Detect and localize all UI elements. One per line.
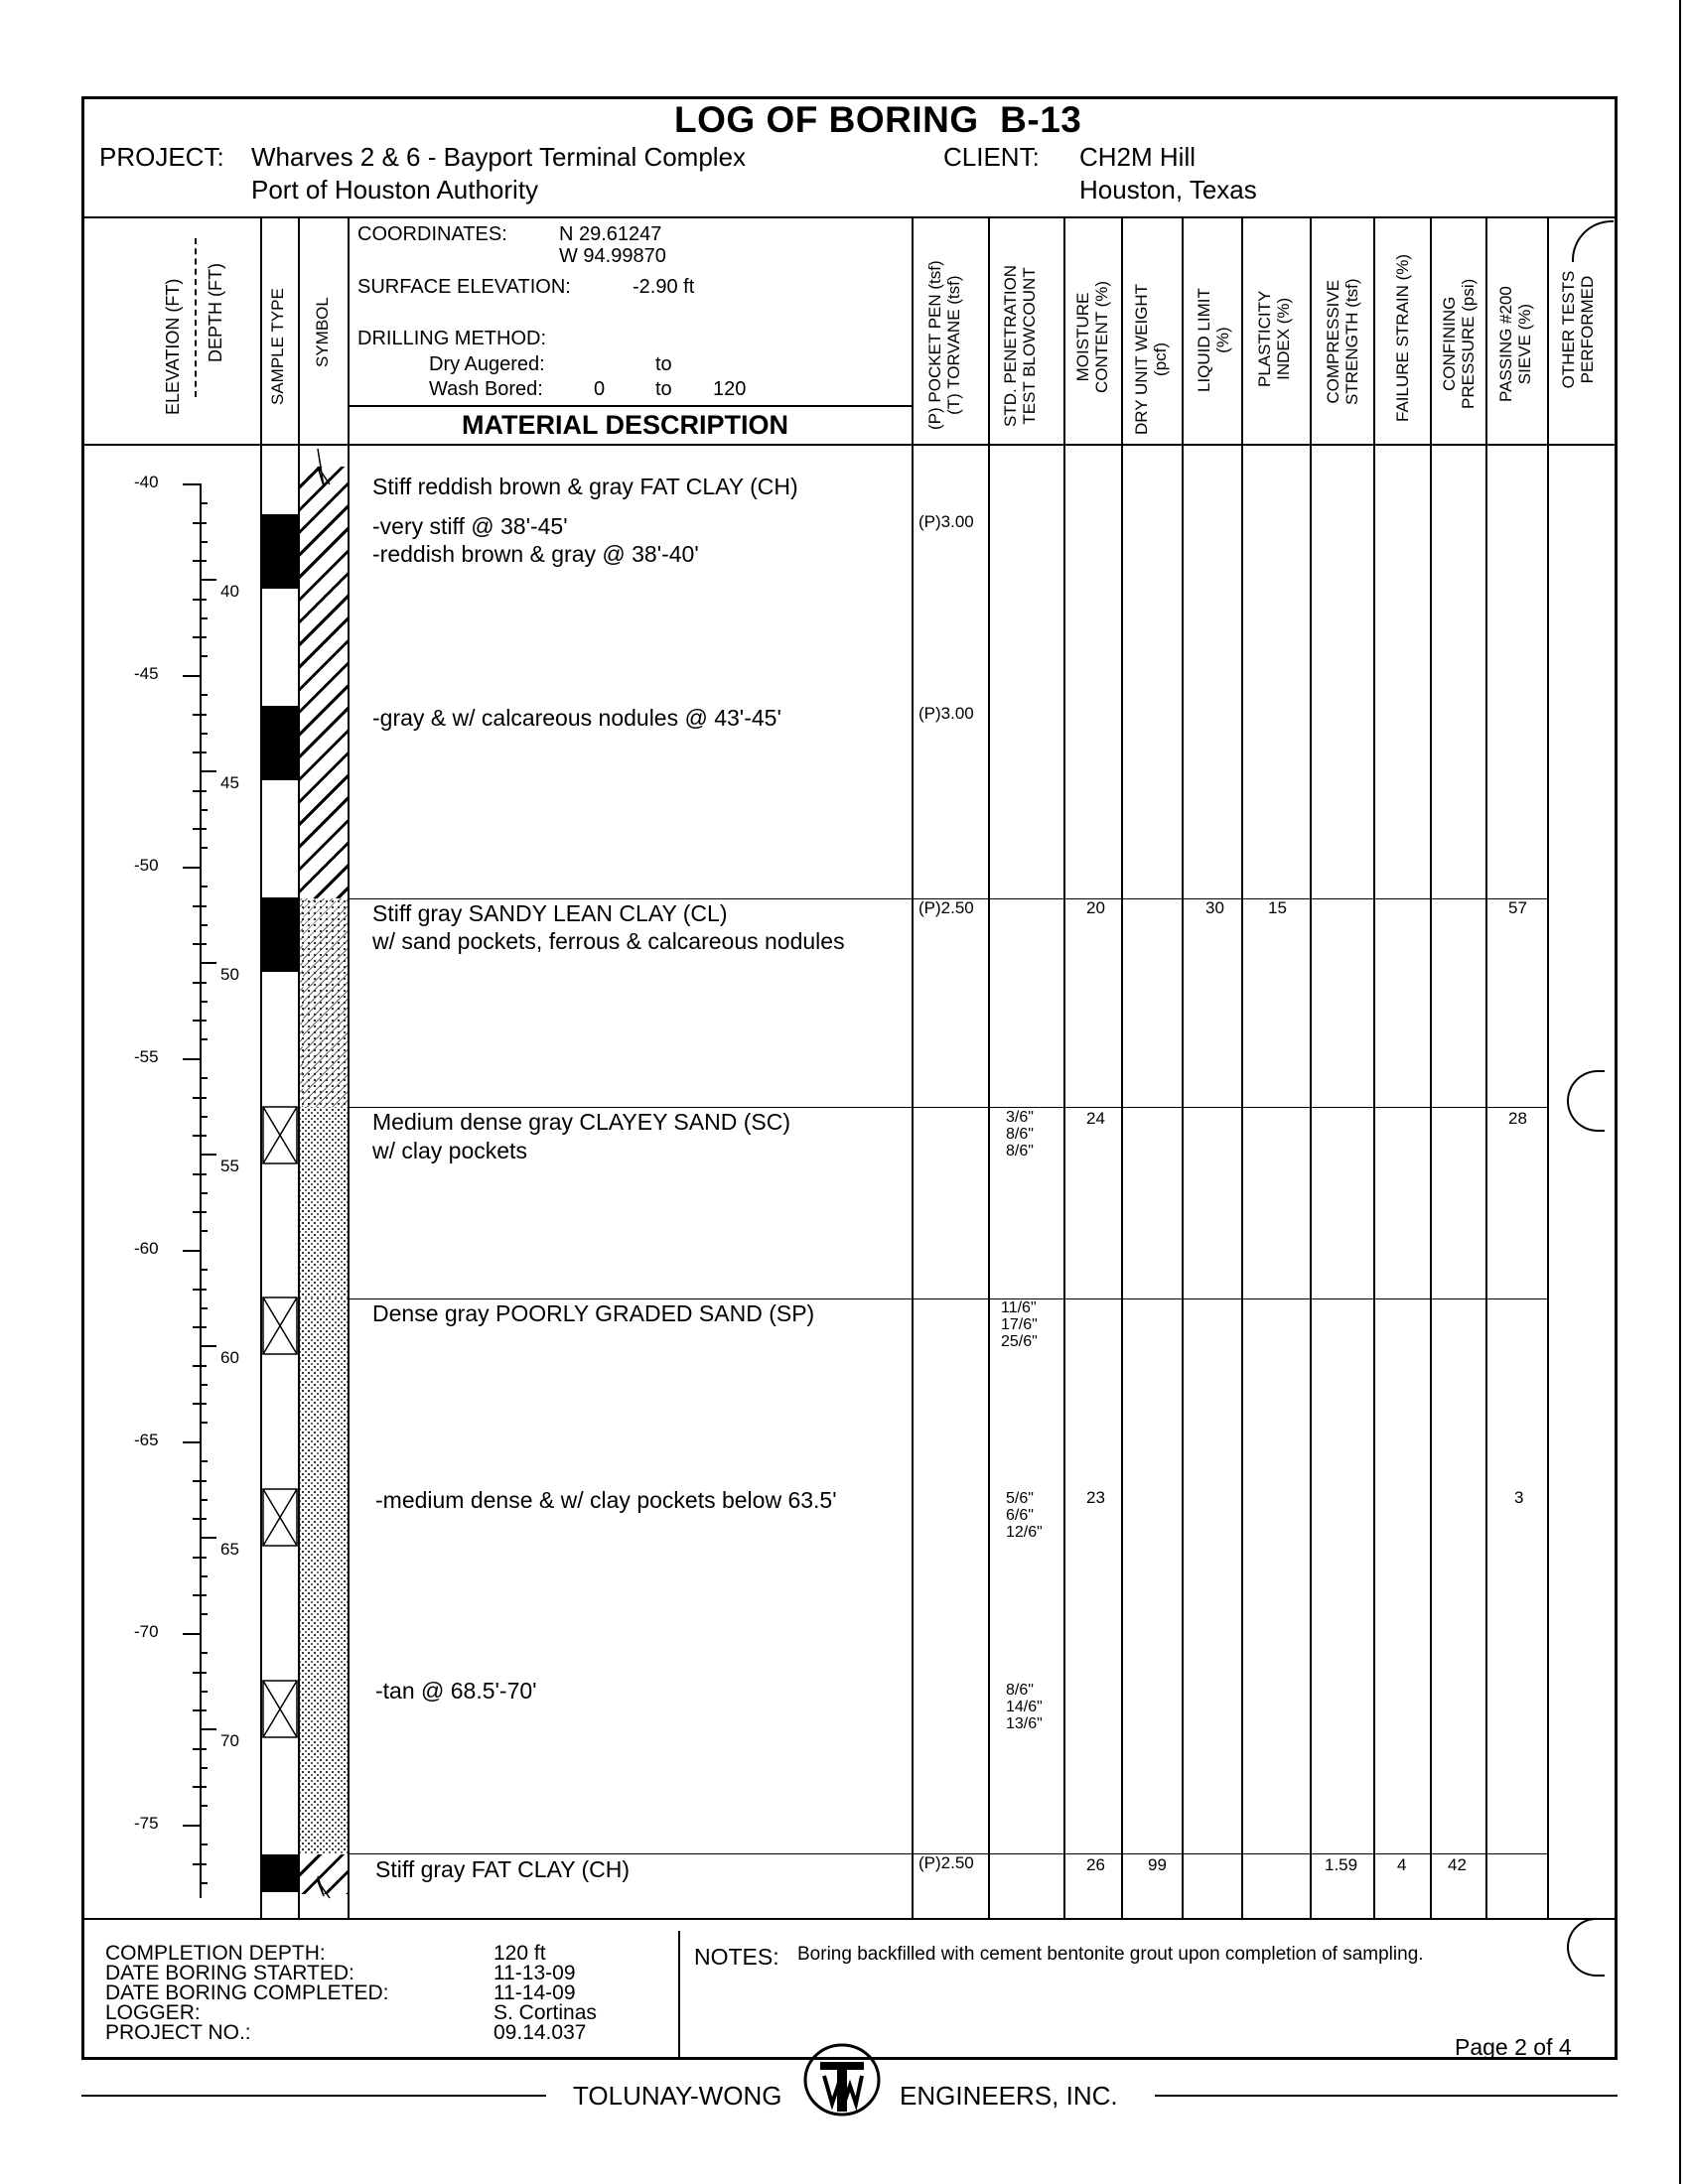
coordinates-label: COORDINATES: [357, 223, 507, 245]
plasticity-value: 15 [1268, 898, 1287, 917]
spt-sample-marks [260, 0, 300, 1985]
depth-tick [200, 1691, 208, 1693]
depth-tick [193, 943, 207, 945]
depth-tick [183, 1633, 200, 1635]
depth-tick [200, 1460, 208, 1462]
compressive-header: COMPRESSIVE STRENGTH (tsf) [1324, 278, 1361, 405]
depth-tick [200, 1575, 208, 1577]
depth-tick [193, 1594, 207, 1596]
header-divider [81, 216, 1618, 218]
description: -gray & w/ calcareous nodules @ 43'-45' [372, 705, 781, 731]
description: Stiff reddish brown & gray FAT CLAY (CH) [372, 474, 798, 499]
depth-label: 40 [220, 582, 239, 601]
col-line-cp [1430, 216, 1432, 1920]
depth-tick [200, 502, 208, 504]
dry-augered-to: to [655, 353, 672, 375]
elev-label: -65 [134, 1431, 159, 1449]
pocket-pen-value: (P)3.00 [918, 704, 974, 723]
columns-divider [81, 444, 1618, 446]
page-number: Page 2 of 4 [1455, 2034, 1572, 2060]
depth-label: 50 [220, 965, 239, 984]
depth-tick [193, 1403, 207, 1405]
client-line-2: Houston, Texas [1079, 175, 1257, 205]
depth-tick [193, 1097, 207, 1099]
pocket-pen-header: (P) POCKET PEN (tsf) (T) TORVANE (tsf) [925, 260, 963, 430]
coordinates-lat: N 29.61247 [559, 223, 662, 245]
depth-tick [200, 1269, 208, 1271]
moisture-value: 24 [1086, 1109, 1105, 1128]
depth-tick [193, 714, 207, 716]
project-line-2: Port of Houston Authority [251, 175, 539, 205]
depth-tick [200, 1422, 208, 1424]
depth-tick [193, 1020, 207, 1022]
liquid-limit-header: LIQUID LIMIT (%) [1195, 288, 1232, 392]
col-line-spt [988, 216, 990, 1920]
moisture-value: 23 [1086, 1488, 1105, 1507]
log-title: LOG OF BORING B-13 [674, 99, 1082, 140]
depth-tick [193, 599, 207, 601]
moisture-header: MOISTURE CONTENT (%) [1073, 280, 1111, 393]
depth-tick [193, 522, 207, 524]
project-label: PROJECT: [99, 142, 224, 172]
depth-tick [193, 1211, 207, 1213]
depth-tick [200, 1882, 208, 1884]
notes-text: Boring backfilled with cement bentonite grout upon completion of sampling. [797, 1944, 1424, 1965]
page-edge-line [1679, 0, 1681, 2184]
depth-tick [200, 1307, 208, 1309]
col-line-mc [1063, 216, 1065, 1920]
depth-tick [193, 1863, 207, 1865]
description: Dense gray POORLY GRADED SAND (SP) [372, 1300, 815, 1326]
sample-type-header: SAMPLE TYPE [268, 288, 287, 405]
depth-tick [200, 1038, 208, 1040]
depth-tick [200, 1805, 208, 1807]
depth-tick [200, 655, 208, 657]
depth-tick [193, 1786, 207, 1788]
depth-header: DEPTH (FT) [206, 263, 225, 362]
depth-tick [200, 1345, 216, 1347]
depth-tick [193, 905, 207, 907]
depth-tick [193, 828, 207, 830]
depth-tick [193, 1557, 207, 1559]
spt-blowcount: 11/6" 17/6" 25/6" [1001, 1299, 1038, 1350]
elev-label: -75 [134, 1814, 159, 1833]
depth-tick [183, 1058, 200, 1060]
depth-tick [193, 560, 207, 562]
passing-200-value: 3 [1514, 1488, 1524, 1507]
elev-label: -60 [134, 1239, 159, 1258]
surface-elevation-label: SURFACE ELEVATION: [357, 276, 571, 298]
material-description-header: MATERIAL DESCRIPTION [462, 410, 789, 440]
depth-tick [200, 1116, 208, 1118]
pocket-pen-value: (P)2.50 [918, 1853, 974, 1872]
depth-tick [200, 1230, 208, 1232]
description: -tan @ 68.5'-70' [375, 1678, 537, 1704]
description: -very stiff @ 38'-45' [372, 513, 568, 539]
depth-label: 60 [220, 1348, 239, 1367]
depth-tick [193, 1709, 207, 1711]
company-name-left: TOLUNAY-WONG [573, 2081, 782, 2111]
depth-tick [193, 1326, 207, 1328]
description: Medium dense gray CLAYEY SAND (SC) [372, 1109, 790, 1135]
coordinates-lon: W 94.99870 [559, 245, 666, 267]
elev-label: -70 [134, 1622, 159, 1641]
depth-label: 45 [220, 773, 239, 792]
spt-blowcount: 5/6" 6/6" 12/6" [1006, 1490, 1043, 1541]
elevation-depth-dash [195, 238, 197, 397]
symbol-header: SYMBOL [313, 297, 332, 367]
notes-divider [678, 1931, 680, 2060]
col-line-p200 [1485, 216, 1487, 1920]
footer-labels: COMPLETION DEPTH: DATE BORING STARTED: DATE BORING COMPLETED: LOGGER: PROJECT NO.: [105, 1942, 389, 2044]
depth-tick [200, 733, 208, 735]
wash-bored-label: Wash Bored: [429, 378, 543, 400]
spt-blowcount: 3/6" 8/6" 8/6" [1006, 1109, 1034, 1160]
stratum-boundary [348, 1107, 1547, 1108]
col-line-dry [1121, 216, 1123, 1920]
depth-label: 70 [220, 1731, 239, 1750]
depth-tick [200, 1652, 208, 1654]
break-marks [298, 447, 350, 1906]
passing-header: PASSING #200 SIEVE (%) [1496, 286, 1534, 402]
failure-strain-header: FAILURE STRAIN (%) [1393, 253, 1412, 422]
depth-tick [200, 770, 216, 772]
plasticity-header: PLASTICITY INDEX (%) [1255, 290, 1293, 387]
col-line-pp [912, 216, 914, 1920]
depth-tick [200, 924, 208, 926]
depth-tick [200, 1192, 208, 1194]
moisture-value: 20 [1086, 898, 1105, 917]
moisture-value: 26 [1086, 1855, 1105, 1874]
elev-label: -50 [134, 856, 159, 875]
depth-tick [183, 483, 200, 485]
wash-bored-from: 0 [594, 378, 606, 400]
notes-label: NOTES: [694, 1944, 779, 1970]
dry-augered-label: Dry Augered: [429, 353, 545, 375]
description: Stiff gray FAT CLAY (CH) [375, 1856, 631, 1882]
drilling-method-label: DRILLING METHOD: [357, 328, 547, 349]
depth-tick [200, 541, 208, 543]
depth-tick [193, 1289, 207, 1291]
depth-tick [183, 1441, 200, 1443]
depth-tick [183, 1825, 200, 1827]
surface-elevation-value: -2.90 ft [633, 276, 695, 298]
client-line-1: CH2M Hill [1079, 142, 1196, 172]
depth-tick [193, 1173, 207, 1175]
wash-bored-end: 120 [713, 378, 747, 400]
depth-tick [183, 867, 200, 869]
pocket-pen-value: (P)2.50 [918, 898, 974, 917]
depth-tick [183, 1250, 200, 1252]
stratum-boundary [348, 1298, 1547, 1299]
company-logo [802, 2042, 882, 2119]
company-line-right [1155, 2095, 1618, 2097]
project-line-1: Wharves 2 & 6 - Bayport Terminal Complex [251, 142, 747, 172]
depth-tick [200, 1613, 208, 1615]
passing-200-value: 57 [1508, 898, 1527, 917]
depth-tick [193, 1135, 207, 1137]
elev-label: -55 [134, 1047, 159, 1066]
depth-tick [200, 1384, 208, 1386]
col-line-other [1547, 216, 1549, 1920]
spt-blowcount: 8/6" 14/6" 13/6" [1006, 1682, 1043, 1732]
passing-200-value: 28 [1508, 1109, 1527, 1128]
depth-tick [200, 886, 208, 887]
col-line-fs [1373, 216, 1375, 1920]
depth-tick [200, 1154, 216, 1156]
depth-tick [200, 1499, 208, 1501]
depth-tick [200, 1537, 216, 1539]
description: Stiff gray SANDY LEAN CLAY (CL) [372, 900, 728, 926]
elev-label: -45 [134, 664, 159, 683]
liquid-limit-value: 30 [1205, 898, 1224, 917]
depth-tick [200, 617, 208, 619]
other-tests-header: OTHER TESTS PERFORMED [1559, 270, 1597, 389]
dry-unit-value: 99 [1148, 1855, 1167, 1874]
depth-tick [200, 962, 216, 964]
company-name-right: ENGINEERS, INC. [900, 2081, 1118, 2111]
depth-tick [193, 636, 207, 638]
pocket-pen-value: (P)3.00 [918, 512, 974, 531]
depth-tick [193, 751, 207, 753]
elevation-header: ELEVATION (FT) [163, 278, 183, 415]
dry-unit-header: DRY UNIT WEIGHT (pcf) [1132, 283, 1170, 435]
depth-tick [200, 579, 216, 581]
depth-tick [193, 1518, 207, 1520]
client-label: CLIENT: [943, 142, 1040, 172]
elev-label: -40 [134, 473, 159, 491]
description: w/ sand pockets, ferrous & calcareous nodules [372, 928, 845, 954]
depth-tick [200, 1077, 208, 1079]
description: w/ clay pockets [372, 1138, 527, 1163]
wash-bored-to: to [655, 378, 672, 400]
failure-strain-value: 4 [1397, 1855, 1407, 1874]
depth-tick [200, 1728, 216, 1730]
col-line-ll [1182, 216, 1184, 1920]
depth-tick [200, 847, 208, 849]
spt-header: STD. PENETRATION TEST BLOWCOUNT [1001, 264, 1039, 427]
depth-tick [200, 1767, 208, 1769]
depth-tick [200, 1843, 208, 1845]
company-line-left [81, 2095, 546, 2097]
depth-tick [200, 694, 208, 696]
confining-value: 42 [1448, 1855, 1467, 1874]
depth-label: 55 [220, 1157, 239, 1175]
col-line-pi [1241, 216, 1243, 1920]
footer-values: 120 ft 11-13-09 11-14-09 S. Cortinas 09.14.037 [494, 1942, 597, 2044]
depth-tick [193, 1365, 207, 1367]
depth-tick [200, 1001, 208, 1003]
material-desc-divider [348, 405, 912, 407]
depth-tick [193, 1672, 207, 1674]
depth-tick [193, 1480, 207, 1482]
depth-tick [193, 982, 207, 984]
confining-header: CONFINING PRESSURE (psi) [1440, 278, 1478, 409]
depth-tick [193, 1748, 207, 1750]
description: -reddish brown & gray @ 38'-40' [372, 541, 699, 567]
col-line-cs [1310, 216, 1312, 1920]
footer-divider [81, 1918, 1618, 1920]
description: -medium dense & w/ clay pockets below 63.5' [375, 1487, 837, 1513]
depth-label: 65 [220, 1540, 239, 1559]
depth-tick [200, 809, 208, 811]
depth-tick [183, 675, 200, 677]
depth-tick [193, 790, 207, 792]
compressive-value: 1.59 [1325, 1855, 1358, 1874]
